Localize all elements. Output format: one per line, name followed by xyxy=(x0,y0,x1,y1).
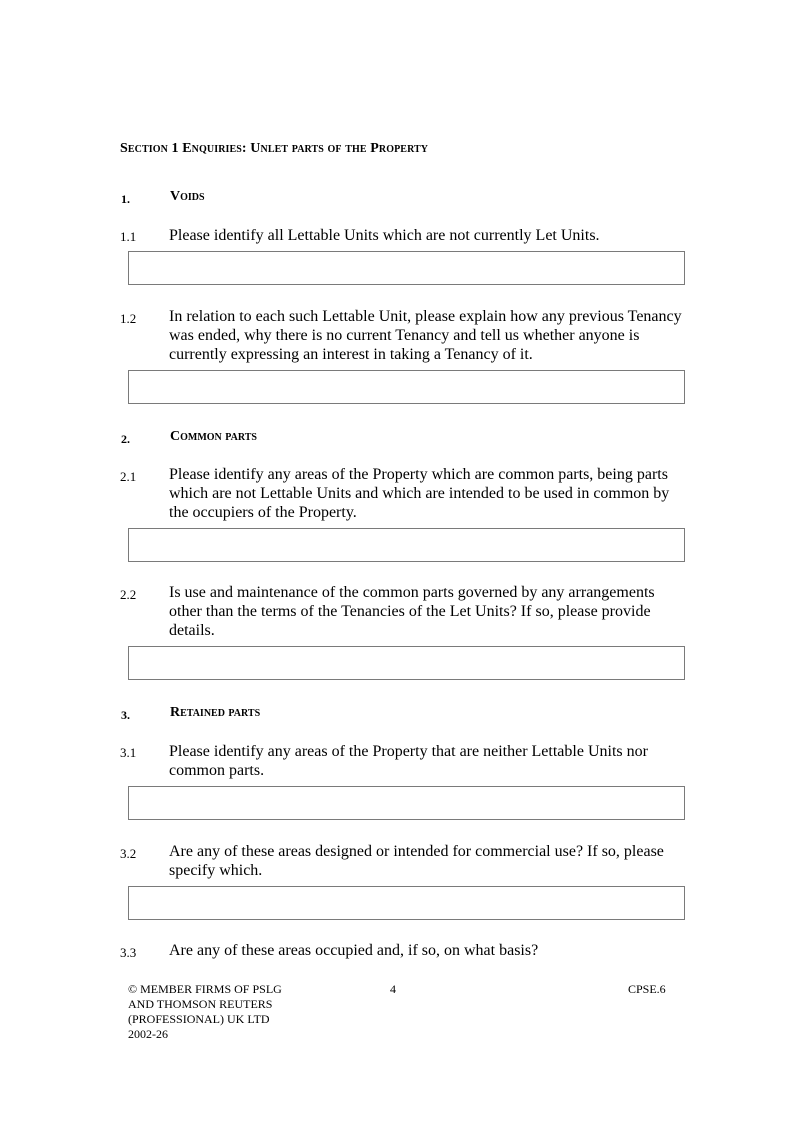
section-heading: Retained parts xyxy=(170,705,261,720)
section-number: 3. xyxy=(121,708,130,722)
question-number: 1.2 xyxy=(120,311,137,326)
answer-box[interactable] xyxy=(128,646,685,680)
question-text: Please identify all Lettable Units which are not currently Let Units. xyxy=(169,227,600,244)
answer-box[interactable] xyxy=(128,251,685,285)
question-number: 2.1 xyxy=(120,469,137,484)
footer-copyright xyxy=(128,982,282,1042)
section-heading: Voids xyxy=(170,189,205,204)
question-text: In relation to each such Lettable Unit, please explain how any previous Tenancy was ended, why there is no current Tenancy and tell us whether anyone is currently expressing an interest in taking a Tenancy of it. xyxy=(169,308,682,363)
section-number: 2. xyxy=(121,432,130,446)
answer-box[interactable] xyxy=(128,528,685,562)
question-text: Are any of these areas designed or intended for commercial use? If so, please specify which. xyxy=(169,843,664,879)
question-number: 3.1 xyxy=(120,745,137,760)
copyright-line: 2002-26 xyxy=(128,1027,168,1041)
copyright-line: AND THOMSON REUTERS xyxy=(128,997,273,1011)
form-code: CPSE.6 xyxy=(628,982,666,996)
answer-box[interactable] xyxy=(128,886,685,920)
question-number: 2.2 xyxy=(120,587,137,602)
question-text: Is use and maintenance of the common parts governed by any arrangements other than the terms of the Tenancies of the Let Units? If so, please provide details. xyxy=(169,584,655,639)
copyright-line: (PROFESSIONAL) UK LTD xyxy=(128,1012,270,1026)
answer-box[interactable] xyxy=(128,786,685,820)
question-number: 3.2 xyxy=(120,846,137,861)
question-number: 1.1 xyxy=(120,229,137,244)
question-number: 3.3 xyxy=(120,945,137,960)
answer-box[interactable] xyxy=(128,370,685,404)
page-title: Section 1 Enquiries: Unlet parts of the Property xyxy=(120,141,429,156)
page-number: 4 xyxy=(390,982,396,996)
question-text: Are any of these areas occupied and, if so, on what basis? xyxy=(169,942,539,959)
section-number: 1. xyxy=(121,192,130,206)
question-text: Please identify any areas of the Property which are common parts, being parts which are not Lettable Units and which are intended to be used in common by the occupiers of the Property. xyxy=(169,466,670,521)
section-heading: Common parts xyxy=(170,429,257,444)
question-text: Please identify any areas of the Property that are neither Lettable Units nor common parts. xyxy=(169,743,648,779)
copyright-line: © MEMBER FIRMS OF PSLG xyxy=(128,982,282,996)
